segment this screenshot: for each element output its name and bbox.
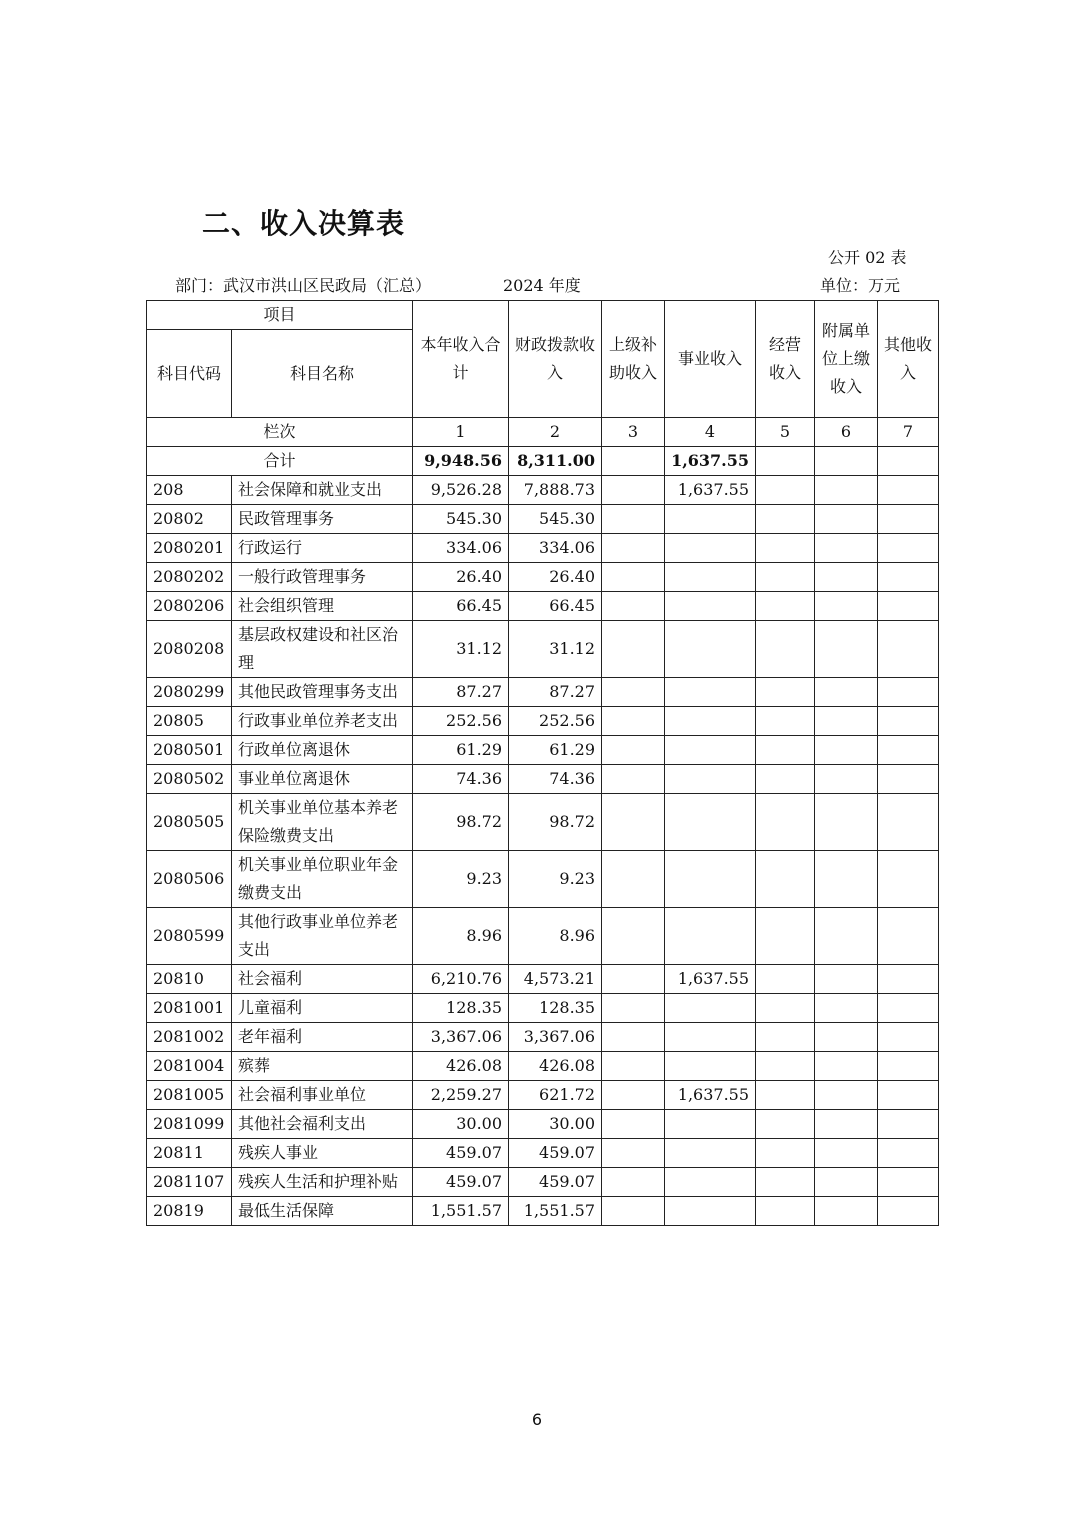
row-col5 [756,765,815,794]
row-col5 [756,563,815,592]
row-col5 [756,1139,815,1168]
row-col5 [756,736,815,765]
row-col2: 545.30 [509,505,602,534]
row-col2: 3,367.06 [509,1023,602,1052]
row-col6 [815,1023,878,1052]
row-col7 [878,678,939,707]
row-col3 [602,707,665,736]
row-name: 社会保障和就业支出 [232,476,413,505]
row-name: 民政管理事务 [232,505,413,534]
row-code: 2080505 [147,794,232,851]
row-name: 社会组织管理 [232,592,413,621]
row-code: 20810 [147,965,232,994]
row-col2: 26.40 [509,563,602,592]
row-col3 [602,592,665,621]
row-col1: 1,551.57 [413,1197,509,1226]
row-col1: 459.07 [413,1168,509,1197]
row-col2: 128.35 [509,994,602,1023]
row-col2: 4,573.21 [509,965,602,994]
row-col2: 7,888.73 [509,476,602,505]
row-col6 [815,678,878,707]
row-col4: 1,637.55 [665,965,756,994]
row-code: 2080501 [147,736,232,765]
row-col3 [602,994,665,1023]
row-col3 [602,908,665,965]
header-col6: 附属单位上缴收入 [815,301,878,418]
row-col6 [815,908,878,965]
row-col3 [602,736,665,765]
row-col6 [815,621,878,678]
row-col2: 426.08 [509,1052,602,1081]
row-name: 行政单位离退休 [232,736,413,765]
row-col6 [815,592,878,621]
table-row [147,994,939,1023]
year-label: 2024 年度 [503,276,581,295]
total-label: 合计 [147,447,413,476]
row-code: 2080206 [147,592,232,621]
row-code: 2081004 [147,1052,232,1081]
row-col7 [878,736,939,765]
table-row [147,707,939,736]
row-col4 [665,1197,756,1226]
row-col5 [756,1023,815,1052]
row-col6 [815,1052,878,1081]
row-code: 2081002 [147,1023,232,1052]
row-col2: 30.00 [509,1110,602,1139]
row-col7 [878,1110,939,1139]
header-lanci: 栏次 [147,418,413,447]
row-col1: 2,259.27 [413,1081,509,1110]
row-col7 [878,534,939,563]
row-col3 [602,678,665,707]
row-col1: 459.07 [413,1139,509,1168]
col-number-5: 5 [756,418,815,447]
row-col2: 459.07 [509,1139,602,1168]
row-col6 [815,1168,878,1197]
row-col2: 74.36 [509,765,602,794]
row-col1: 30.00 [413,1110,509,1139]
header-col4: 事业收入 [665,301,756,418]
table-row [147,534,939,563]
row-col5 [756,1081,815,1110]
row-col3 [602,1052,665,1081]
row-col4 [665,994,756,1023]
row-col5 [756,794,815,851]
unit-label: 单位：万元 [820,276,901,295]
row-col6 [815,1110,878,1139]
row-col4 [665,794,756,851]
page-title: 二、收入决算表 [202,207,406,240]
header-col5: 经营收入 [756,301,815,418]
row-name: 儿童福利 [232,994,413,1023]
row-col4: 1,637.55 [665,476,756,505]
row-col3 [602,1197,665,1226]
row-col7 [878,1139,939,1168]
header-col7: 其他收入 [878,301,939,418]
row-col4 [665,1052,756,1081]
row-col1: 61.29 [413,736,509,765]
row-col1: 8.96 [413,908,509,965]
row-col7 [878,908,939,965]
total-col4: 1,637.55 [665,447,756,476]
row-name: 殡葬 [232,1052,413,1081]
row-col5 [756,851,815,908]
col-number-4: 4 [665,418,756,447]
row-code: 2081099 [147,1110,232,1139]
row-col5 [756,965,815,994]
row-col4 [665,736,756,765]
table-row [147,1023,939,1052]
row-col7 [878,1168,939,1197]
row-code: 20805 [147,707,232,736]
row-col6 [815,736,878,765]
row-col5 [756,1052,815,1081]
row-col5 [756,505,815,534]
row-col6 [815,965,878,994]
row-col2: 31.12 [509,621,602,678]
row-code: 2081001 [147,994,232,1023]
row-name: 事业单位离退休 [232,765,413,794]
row-name: 行政事业单位养老支出 [232,707,413,736]
row-col3 [602,534,665,563]
row-col4 [665,592,756,621]
table-row [147,1139,939,1168]
table-row [147,1110,939,1139]
row-col4 [665,1139,756,1168]
row-col7 [878,1023,939,1052]
header-col2: 财政拨款收入 [509,301,602,418]
row-col3 [602,1023,665,1052]
row-col6 [815,476,878,505]
row-col4 [665,621,756,678]
row-name: 老年福利 [232,1023,413,1052]
row-col4 [665,851,756,908]
total-col1: 9,948.56 [413,447,509,476]
row-code: 2081107 [147,1168,232,1197]
page-number: 6 [531,1410,543,1429]
row-name: 其他民政管理事务支出 [232,678,413,707]
total-col5 [756,447,815,476]
row-col2: 66.45 [509,592,602,621]
col-number-1: 1 [413,418,509,447]
row-code: 2080299 [147,678,232,707]
table-row [147,592,939,621]
row-col1: 6,210.76 [413,965,509,994]
department-label: 部门：武汉市洪山区民政局（汇总） [175,276,432,295]
row-code: 20819 [147,1197,232,1226]
table-code: 公开 02 表 [828,248,907,267]
table-row [147,476,939,505]
table-row [147,1168,939,1197]
row-col3 [602,851,665,908]
row-col2: 252.56 [509,707,602,736]
row-col7 [878,476,939,505]
row-col7 [878,851,939,908]
row-col5 [756,678,815,707]
row-col3 [602,794,665,851]
row-col5 [756,1110,815,1139]
row-col1: 252.56 [413,707,509,736]
row-col1: 26.40 [413,563,509,592]
row-col3 [602,1168,665,1197]
table-row [147,563,939,592]
row-col6 [815,851,878,908]
row-col2: 98.72 [509,794,602,851]
table-row [147,736,939,765]
row-col7 [878,994,939,1023]
row-col1: 31.12 [413,621,509,678]
row-col3 [602,505,665,534]
row-col2: 1,551.57 [509,1197,602,1226]
table-row [147,1197,939,1226]
row-col7 [878,1081,939,1110]
row-col1: 545.30 [413,505,509,534]
total-col7 [878,447,939,476]
row-col4 [665,1023,756,1052]
total-col2: 8,311.00 [509,447,602,476]
row-col3 [602,1139,665,1168]
row-col3 [602,765,665,794]
row-name: 基层政权建设和社区治理 [232,621,413,678]
row-col4 [665,707,756,736]
row-col1: 98.72 [413,794,509,851]
row-col5 [756,1168,815,1197]
table-row [147,678,939,707]
row-col3 [602,476,665,505]
row-code: 2080502 [147,765,232,794]
row-col6 [815,505,878,534]
row-col2: 459.07 [509,1168,602,1197]
row-col5 [756,994,815,1023]
row-col6 [815,1081,878,1110]
row-col4 [665,505,756,534]
row-code: 2080506 [147,851,232,908]
row-col7 [878,707,939,736]
row-name: 社会福利事业单位 [232,1081,413,1110]
row-col6 [815,707,878,736]
col-number-7: 7 [878,418,939,447]
row-col7 [878,563,939,592]
row-col7 [878,621,939,678]
row-col5 [756,1197,815,1226]
row-code: 2080599 [147,908,232,965]
row-col1: 334.06 [413,534,509,563]
row-col3 [602,1081,665,1110]
row-col5 [756,476,815,505]
row-col7 [878,965,939,994]
row-name: 其他行政事业单位养老支出 [232,908,413,965]
header-name: 科目名称 [232,330,413,418]
row-code: 2080201 [147,534,232,563]
row-col2: 9.23 [509,851,602,908]
row-name: 其他社会福利支出 [232,1110,413,1139]
header-code: 科目代码 [147,330,232,418]
row-col2: 621.72 [509,1081,602,1110]
row-col4 [665,1110,756,1139]
col-number-2: 2 [509,418,602,447]
row-col2: 334.06 [509,534,602,563]
row-col6 [815,563,878,592]
row-col3 [602,563,665,592]
row-col4 [665,563,756,592]
row-col2: 8.96 [509,908,602,965]
total-col3 [602,447,665,476]
header-col3: 上级补助收入 [602,301,665,418]
row-col5 [756,592,815,621]
table-row [147,908,939,965]
row-name: 一般行政管理事务 [232,563,413,592]
row-col5 [756,621,815,678]
row-col1: 9.23 [413,851,509,908]
row-col6 [815,994,878,1023]
total-row [147,447,939,476]
row-col5 [756,908,815,965]
row-code: 2081005 [147,1081,232,1110]
row-col1: 9,526.28 [413,476,509,505]
row-col1: 74.36 [413,765,509,794]
row-col5 [756,534,815,563]
row-col2: 87.27 [509,678,602,707]
table-row [147,621,939,678]
row-code: 208 [147,476,232,505]
header-col1: 本年收入合计 [413,301,509,418]
row-col4 [665,678,756,707]
row-col4 [665,534,756,563]
total-col6 [815,447,878,476]
row-col3 [602,965,665,994]
row-code: 20802 [147,505,232,534]
row-col1: 3,367.06 [413,1023,509,1052]
row-col1: 66.45 [413,592,509,621]
income-table [146,300,939,1226]
row-col5 [756,707,815,736]
table-row [147,965,939,994]
row-col1: 87.27 [413,678,509,707]
row-col7 [878,794,939,851]
row-col7 [878,1052,939,1081]
row-code: 2080208 [147,621,232,678]
row-name: 行政运行 [232,534,413,563]
row-col6 [815,794,878,851]
row-col4: 1,637.55 [665,1081,756,1110]
row-name: 机关事业单位职业年金缴费支出 [232,851,413,908]
row-col6 [815,1139,878,1168]
table-row [147,1052,939,1081]
row-name: 社会福利 [232,965,413,994]
row-col6 [815,765,878,794]
row-name: 最低生活保障 [232,1197,413,1226]
table-row [147,794,939,851]
row-name: 残疾人事业 [232,1139,413,1168]
row-col6 [815,534,878,563]
row-name: 机关事业单位基本养老保险缴费支出 [232,794,413,851]
row-col7 [878,765,939,794]
table-row [147,851,939,908]
row-col3 [602,1110,665,1139]
row-col7 [878,505,939,534]
row-col1: 426.08 [413,1052,509,1081]
table-row [147,505,939,534]
row-col4 [665,908,756,965]
row-col4 [665,1168,756,1197]
row-name: 残疾人生活和护理补贴 [232,1168,413,1197]
row-code: 20811 [147,1139,232,1168]
table-row [147,765,939,794]
row-col4 [665,765,756,794]
header-project: 项目 [147,301,413,330]
col-number-3: 3 [602,418,665,447]
row-col2: 61.29 [509,736,602,765]
row-col3 [602,621,665,678]
row-col6 [815,1197,878,1226]
col-number-6: 6 [815,418,878,447]
table-row [147,1081,939,1110]
row-code: 2080202 [147,563,232,592]
row-col7 [878,1197,939,1226]
row-col1: 128.35 [413,994,509,1023]
row-col7 [878,592,939,621]
